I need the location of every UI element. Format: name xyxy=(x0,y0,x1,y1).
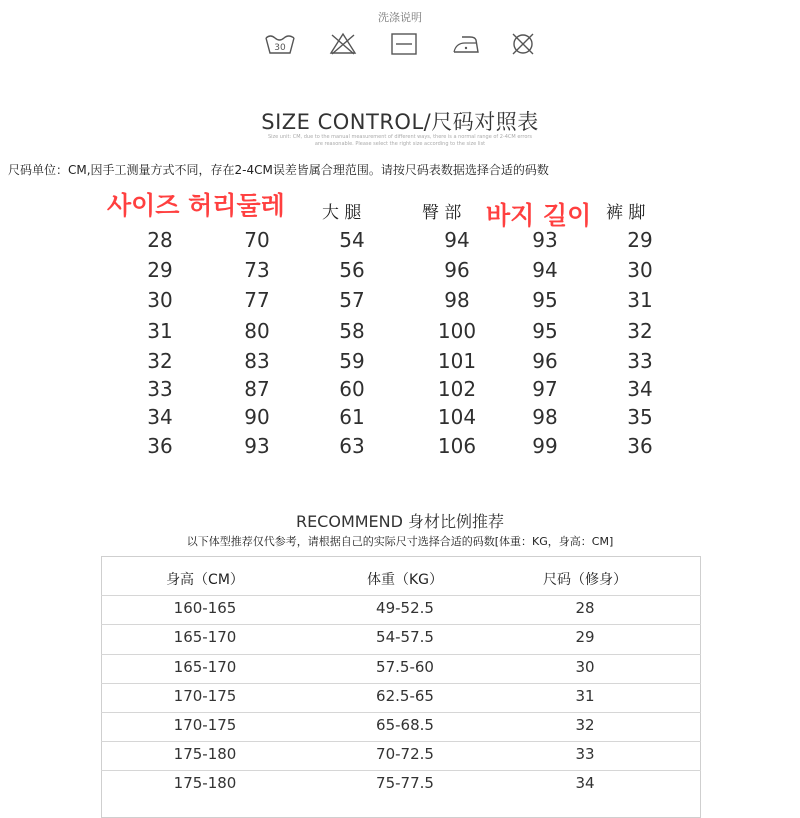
size-cell: 98 xyxy=(444,288,470,312)
size-cell: 35 xyxy=(627,405,653,429)
size-cell: 98 xyxy=(532,405,558,429)
recommend-cell: 160-165 xyxy=(173,599,237,617)
recommend-cell: 170-175 xyxy=(173,687,237,705)
size-cell: 29 xyxy=(147,258,173,282)
rec-header-size: 尺码（修身） xyxy=(543,572,627,588)
size-cell: 102 xyxy=(437,377,477,401)
size-fine-print-line-1: Size unit: CM, due to the manual measurement of different ways, there is a normal range of 2-4CM errors xyxy=(267,134,533,140)
size-cell: 96 xyxy=(532,349,558,373)
size-cell: 59 xyxy=(339,349,365,373)
row-divider xyxy=(101,654,701,655)
size-cell: 95 xyxy=(532,288,558,312)
size-cell: 57 xyxy=(339,288,365,312)
tumble-dry-icon xyxy=(390,31,418,57)
size-cell: 83 xyxy=(244,349,270,373)
size-cell: 30 xyxy=(627,258,653,282)
row-divider xyxy=(101,595,701,596)
recommend-cell: 65-68.5 xyxy=(376,716,434,734)
size-cell: 95 xyxy=(532,319,558,343)
size-cell: 30 xyxy=(147,288,173,312)
recommend-cell: 34 xyxy=(575,774,595,792)
size-cell: 96 xyxy=(444,258,470,282)
no-bleach-icon xyxy=(327,31,359,57)
care-icons xyxy=(263,31,553,57)
size-cell: 77 xyxy=(244,288,270,312)
recommend-cell: 49-52.5 xyxy=(376,599,434,617)
size-cell: 28 xyxy=(147,228,173,252)
size-unit-note: 尺码单位：CM,因手工测量方式不同，存在2-4CM误差皆属合理范围。请按尺码表数据选择合适的码数 xyxy=(8,163,549,177)
size-control-title: SIZE CONTROL/尺码对照表 xyxy=(261,110,539,134)
size-cell: 100 xyxy=(437,319,477,343)
size-cell: 94 xyxy=(444,228,470,252)
wash-temp-text: 30 xyxy=(274,43,286,53)
recommend-cell: 54-57.5 xyxy=(376,628,434,646)
rec-header-weight: 体重（KG） xyxy=(366,572,444,588)
recommend-cell: 70-72.5 xyxy=(376,745,434,763)
size-cell: 61 xyxy=(339,405,365,429)
size-cell: 36 xyxy=(147,434,173,458)
overlay-pants-length: 바지 길이 xyxy=(486,201,592,230)
size-cell: 32 xyxy=(627,319,653,343)
recommend-cell: 75-77.5 xyxy=(376,774,434,792)
size-cell: 31 xyxy=(627,288,653,312)
size-cell: 56 xyxy=(339,258,365,282)
size-cell: 87 xyxy=(244,377,270,401)
size-cell: 32 xyxy=(147,349,173,373)
size-cell: 99 xyxy=(532,434,558,458)
recommend-title: RECOMMEND 身材比例推荐 xyxy=(295,512,505,531)
recommend-cell: 28 xyxy=(575,599,595,617)
size-cell: 60 xyxy=(339,377,365,401)
header-hip: 臀 部 xyxy=(422,203,462,223)
size-cell: 80 xyxy=(244,319,270,343)
recommend-cell: 30 xyxy=(575,658,595,676)
recommend-cell: 175-180 xyxy=(173,745,237,763)
row-divider xyxy=(101,624,701,625)
size-cell: 63 xyxy=(339,434,365,458)
recommend-cell: 31 xyxy=(575,687,595,705)
size-cell: 31 xyxy=(147,319,173,343)
recommend-cell: 165-170 xyxy=(173,658,237,676)
size-cell: 90 xyxy=(244,405,270,429)
size-cell: 34 xyxy=(627,377,653,401)
size-cell: 93 xyxy=(244,434,270,458)
recommend-cell: 29 xyxy=(575,628,595,646)
row-divider xyxy=(101,683,701,684)
recommend-cell: 175-180 xyxy=(173,774,237,792)
row-divider xyxy=(101,741,701,742)
size-cell: 104 xyxy=(437,405,477,429)
recommend-cell: 62.5-65 xyxy=(376,687,434,705)
header-thigh: 大 腿 xyxy=(322,203,362,223)
rec-header-height: 身高（CM） xyxy=(166,572,244,588)
iron-icon xyxy=(451,31,481,57)
no-dry-clean-icon xyxy=(508,31,538,57)
size-cell: 29 xyxy=(627,228,653,252)
recommend-cell: 165-170 xyxy=(173,628,237,646)
row-divider xyxy=(101,712,701,713)
size-cell: 70 xyxy=(244,228,270,252)
size-cell: 33 xyxy=(627,349,653,373)
size-cell: 97 xyxy=(532,377,558,401)
size-cell: 34 xyxy=(147,405,173,429)
size-cell: 106 xyxy=(437,434,477,458)
size-cell: 58 xyxy=(339,319,365,343)
recommend-note: 以下体型推荐仅代参考，请根据自己的实际尺寸选择合适的码数[体重：KG，身高：CM] xyxy=(186,535,614,548)
recommend-cell: 32 xyxy=(575,716,595,734)
size-cell: 73 xyxy=(244,258,270,282)
size-fine-print-line-2: are reasonable. Please select the right size according to the size list xyxy=(314,141,486,147)
wash-30-icon xyxy=(263,31,297,57)
row-divider xyxy=(101,770,701,771)
overlay-size-waist: 사이즈 허리둘레 xyxy=(107,191,285,220)
care-title: 洗涤说明 xyxy=(378,11,422,24)
size-cell: 93 xyxy=(532,228,558,252)
recommend-cell: 57.5-60 xyxy=(376,658,434,676)
recommend-cell: 33 xyxy=(575,745,595,763)
size-fine-print xyxy=(0,134,800,148)
size-cell: 33 xyxy=(147,377,173,401)
size-cell: 54 xyxy=(339,228,365,252)
recommend-cell: 170-175 xyxy=(173,716,237,734)
size-cell: 94 xyxy=(532,258,558,282)
size-cell: 36 xyxy=(627,434,653,458)
size-cell: 101 xyxy=(437,349,477,373)
header-hem: 裤 脚 xyxy=(606,203,646,223)
